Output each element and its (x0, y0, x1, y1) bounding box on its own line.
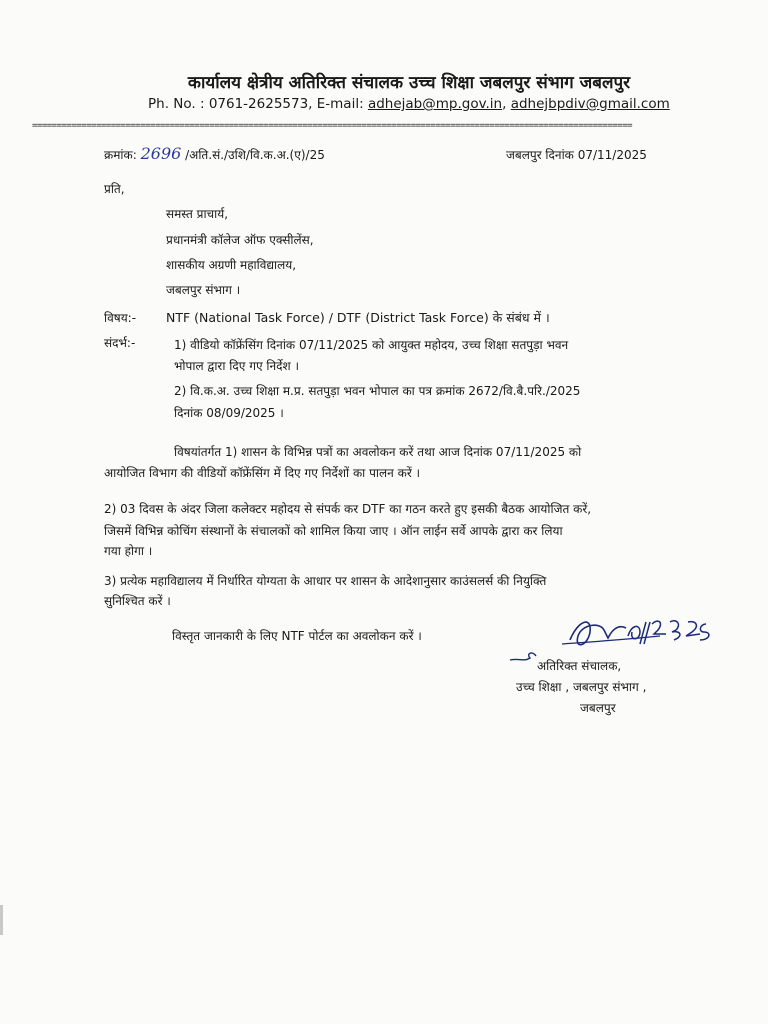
references-label: संदर्भ:- (104, 336, 136, 350)
body-paragraph-3-line: 3) प्रत्येक महाविद्यालय में निर्धारित योग्यता के आधार पर शासन के आदेशानुसार काउंसलर्स की नियुक्ति (104, 574, 547, 588)
addressee-line: जबलपुर संभाग । (166, 283, 241, 297)
email-link-2[interactable]: adhejbpdiv@gmail.com (510, 96, 670, 112)
email-link-1[interactable]: adhejab@mp.gov.in (367, 96, 503, 112)
addressee-line: शासकीय अग्रणी महाविद्यालय, (166, 258, 297, 272)
reference-number: 2696 (140, 144, 182, 163)
contact-line (148, 96, 670, 112)
reference-prefix: क्रमांक: (104, 148, 141, 162)
body-paragraph-2-line: गया होगा । (104, 544, 153, 558)
subject-text: NTF (National Task Force) / DTF (District Task Force) के संबंध में । (166, 310, 550, 325)
letter-date: जबलपुर दिनांक 07/11/2025 (506, 148, 647, 162)
email-separator: , (502, 96, 511, 112)
header-divider: ========================================================================================================================== (32, 122, 633, 131)
signatory-city: जबलपुर (580, 701, 616, 715)
addressee-salutation: प्रति, (104, 182, 125, 196)
signatory-department: उच्च शिक्षा , जबलपुर संभाग , (516, 680, 647, 694)
body-paragraph-2-line: जिसमें विभिन्न कोचिंग संस्थानों के संचालकों को शामिल किया जाए । ऑन लाईन सर्वे आपके द्वारा कर लिया (104, 524, 563, 538)
subject-label: विषय:- (104, 311, 137, 325)
reference-item: 2) वि.क.अ. उच्च शिक्षा म.प्र. सतपुड़ा भवन भोपाल का पत्र क्रमांक 2672/वि.बै.परि./2025 (174, 384, 581, 398)
reference-item: 1) वीडियो कॉफ्रेंसिंग दिनांक 07/11/2025 को आयुक्त महोदय, उच्च शिक्षा सतपुड़ा भवन (174, 338, 569, 352)
body-paragraph-2-line: 2) 03 दिवस के अंदर जिला कलेक्टर महोदय से संपर्क कर DTF का गठन करते हुए इसकी बैठक आयोजित करें, (104, 502, 592, 516)
body-paragraph-3-line: सुनिश्चित करें । (104, 594, 171, 608)
addressee-line: समस्त प्राचार्य, (166, 207, 229, 221)
body-paragraph-1-line: आयोजित विभाग की वीडियों कॉफ्रेंसिंग में दिए गए निर्देशों का पालन करें । (104, 466, 421, 480)
reference-item: भोपाल द्वारा दिए गए निर्देश । (174, 359, 300, 373)
body-paragraph-1-line: विषयांतर्गत 1) शासन के विभिन्न पत्रों का अवलोकन करें तथा आज दिनांक 07/11/2025 को (174, 445, 582, 459)
office-title: कार्यालय क्षेत्रीय अतिरिक्त संचालक उच्च शिक्षा जबलपुर संभाग जबलपुर (187, 73, 631, 93)
signatory-designation: अतिरिक्त संचालक, (537, 659, 622, 673)
reference-line (104, 144, 325, 163)
phone-text: Ph. No. : 0761-2625573, E-mail: (148, 96, 368, 112)
addressee-line: प्रधानमंत्री कॉलेज ऑफ एक्सीलेंस, (166, 233, 314, 247)
reference-suffix: /अति.सं./उशि/वि.क.अ.(ए)/25 (181, 148, 325, 162)
body-paragraph-4: विस्तृत जानकारी के लिए NTF पोर्टल का अवलोकन करें । (172, 629, 422, 643)
scan-edge-mark (0, 905, 3, 935)
reference-item: दिनांक 08/09/2025 । (174, 406, 284, 420)
